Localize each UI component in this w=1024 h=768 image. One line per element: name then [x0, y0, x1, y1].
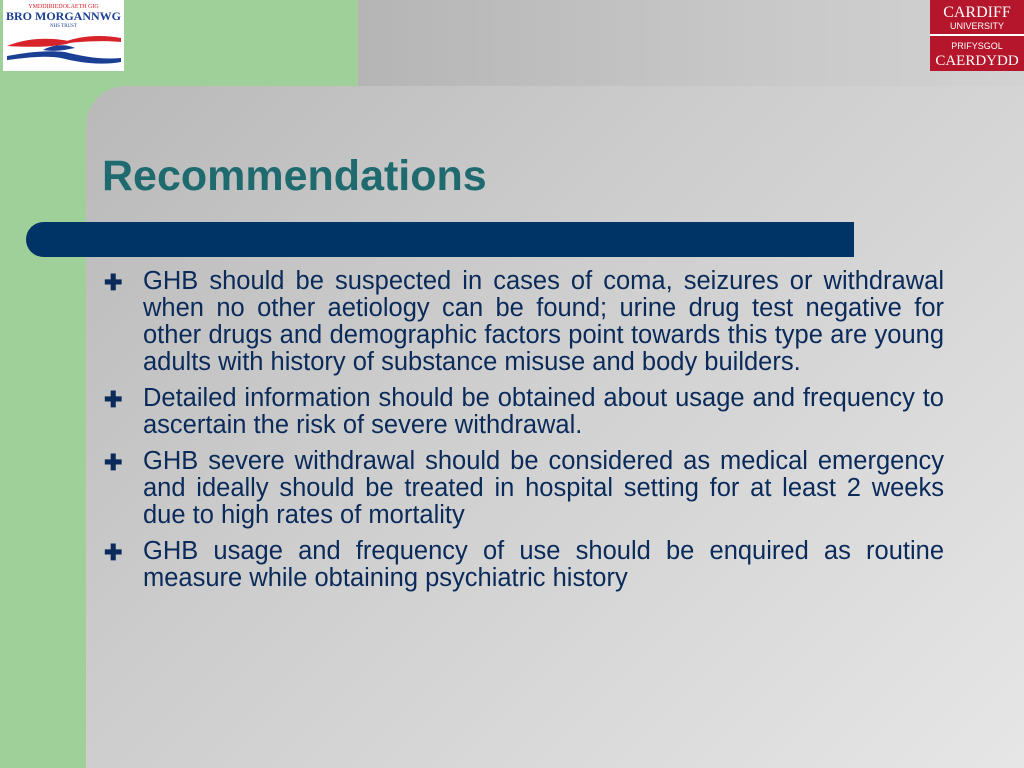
cardiff-logo-line1: CARDIFF: [943, 4, 1011, 21]
bullet-text: GHB should be suspected in cases of coma, seizures or withdrawal when no other aetiology can be found; urine drug test negative for other drugs and demographic factors point towards this type are young adults with history of substance misuse and body builders.: [143, 267, 944, 376]
recommendations-list: [104, 268, 944, 601]
nhs-logo-english-line: NHS TRUST: [50, 24, 77, 29]
top-bar: [358, 0, 1024, 86]
nhs-logo-name: BRO MORGANNWG: [6, 9, 121, 23]
plus-icon: ✚: [104, 387, 123, 412]
bullet-text: GHB severe withdrawal should be considered as medical emergency and ideally should be treated in hospital setting for at least 2 weeks due to high rates of mortality: [143, 447, 944, 529]
cardiff-logo-line3: PRIFYSGOL: [951, 41, 1003, 51]
title-divider-bar: [26, 222, 854, 257]
nhs-logo-welsh-line: YMDDIRIEDOLAETH GIG: [28, 4, 99, 10]
slide-title: Recommendations: [102, 152, 487, 200]
list-item: [104, 448, 944, 529]
cardiff-university-logo: [930, 0, 1024, 71]
list-item: [104, 385, 944, 439]
cardiff-logo-line2: UNIVERSITY: [949, 21, 1005, 31]
cardiff-logo-line4: CAERDYDD: [935, 53, 1019, 69]
plus-icon: ✚: [104, 270, 123, 295]
nhs-trust-logo: [3, 0, 124, 71]
list-item: [104, 268, 944, 376]
plus-icon: ✚: [104, 540, 123, 565]
plus-icon: ✚: [104, 450, 123, 475]
list-item: [104, 538, 944, 592]
bullet-text: Detailed information should be obtained about usage and frequency to ascertain the risk of severe withdrawal.: [143, 384, 944, 439]
bullet-text: GHB usage and frequency of use should be enquired as routine measure while obtaining psychiatric history: [143, 537, 944, 592]
